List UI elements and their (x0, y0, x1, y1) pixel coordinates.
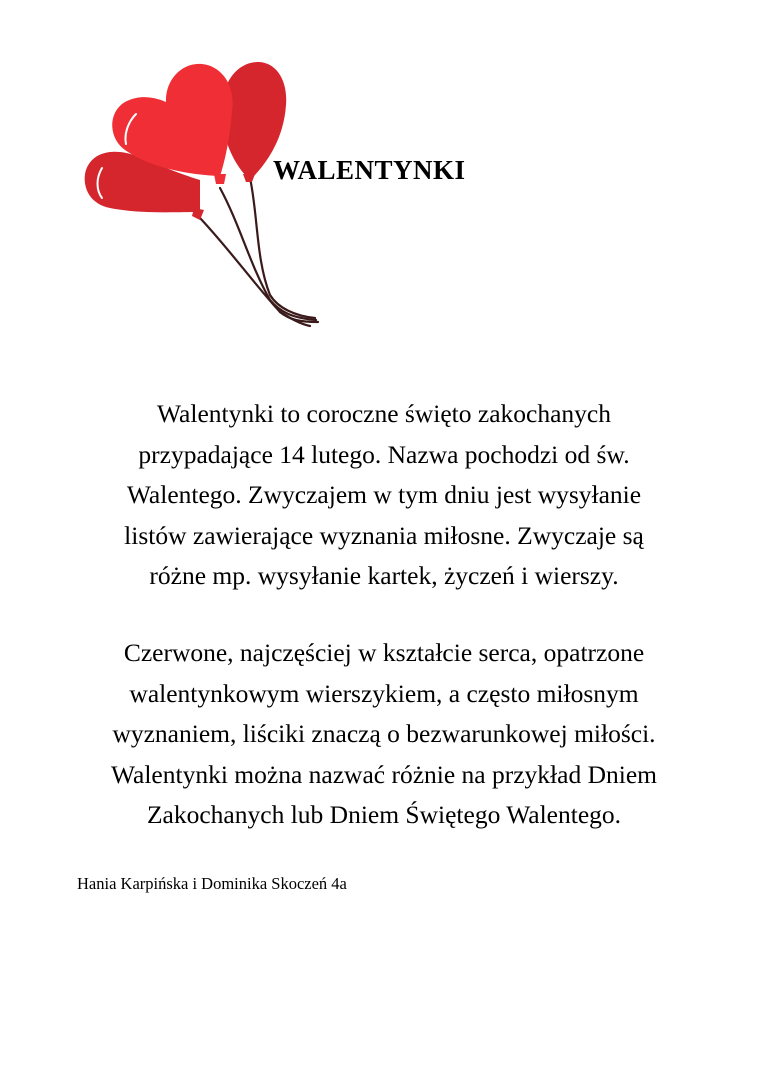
text-line: różne mp. wysyłanie kartek, życzeń i wierszy. (149, 561, 619, 590)
text-line: listów zawierające wyznania miłosne. Zwyczaje są (124, 520, 644, 550)
authors-credit: Hania Karpińska i Dominika Skoczeń 4a (77, 874, 347, 893)
text-line: Walentego. Zwyczajem w tym dniu jest wysyłanie (126, 480, 642, 509)
heart-balloons-illustration (80, 50, 330, 330)
heart-balloons-icon (80, 50, 330, 330)
text-line: Walentynki można nazwać różnie na przykład Dniem (111, 759, 657, 789)
paragraph-intro (60, 394, 708, 597)
text-line: Zakochanych lub Dniem Świętego Walentego. (146, 800, 622, 829)
text-line: przypadające 14 lutego. Nazwa pochodzi od św. (138, 439, 630, 469)
text-line: wyznaniem, liściki znaczą o bezwarunkowej miłości. (112, 719, 656, 748)
paragraph-cards (60, 633, 708, 836)
text-line: Czerwone, najczęściej w kształcie serca, opatrzone (123, 638, 645, 667)
text-line: walentynkowym wierszykiem, a często miłosnym (129, 678, 639, 708)
text-line: Walentynki to coroczne święto zakochanych (157, 399, 611, 428)
document-title: WALENTYNKI (273, 155, 466, 185)
